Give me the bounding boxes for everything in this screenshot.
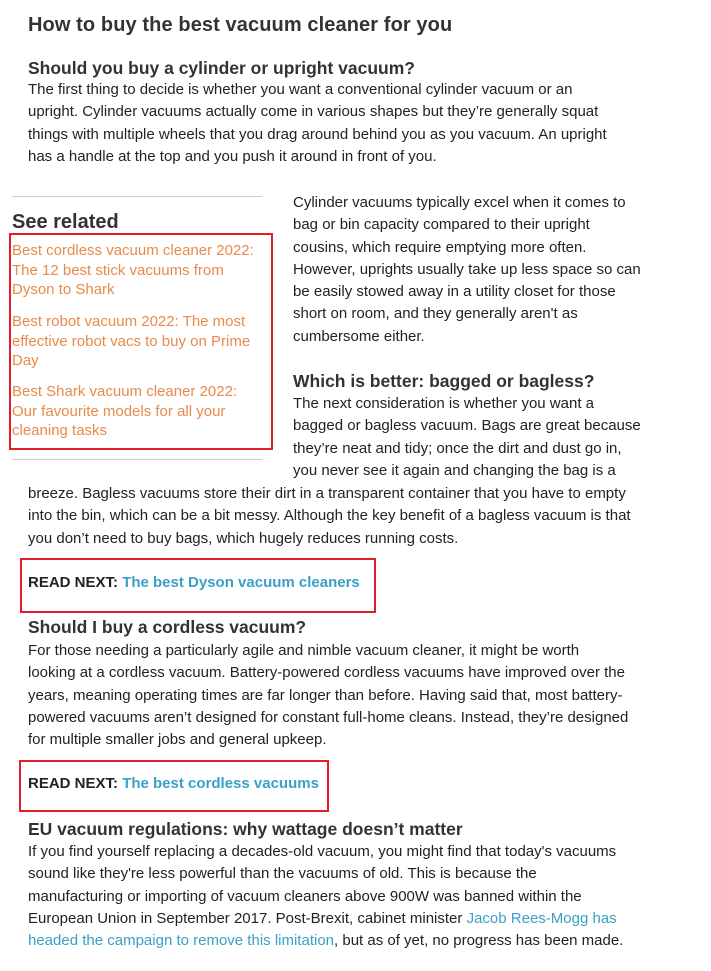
- rees-mogg-link[interactable]: Jacob Rees-Mogg has: [466, 909, 617, 927]
- paragraph-cordless: For those needing a particularly agile and nimble vacuum cleaner, it might be worth looking at a cordless vacuum. Battery-powered cordless vacuums have improved over the years, meaning operating times are far longer than before. Having said that, most battery- powered vacuums aren’t designed for constant full-home cleans. Instead, they’re designed for multiple smaller jobs and general upkeep.: [28, 642, 629, 749]
- read-next-link-cordless[interactable]: The best cordless vacuums: [122, 775, 319, 792]
- section-heading-bagged: Which is better: bagged or bagless?: [293, 371, 595, 391]
- campaign-link[interactable]: headed the campaign to remove this limitation: [28, 932, 335, 950]
- read-next-dyson: [28, 574, 360, 591]
- section-heading-cordless: Should I buy a cordless vacuum?: [28, 617, 307, 637]
- section-heading-cylinder-upright: Should you buy a cylinder or upright vacuum?: [28, 58, 415, 78]
- read-next-label: READ NEXT:: [28, 574, 119, 591]
- see-related-title: See related: [12, 211, 119, 233]
- read-next-link-dyson[interactable]: The best Dyson vacuum cleaners: [122, 574, 360, 591]
- paragraph-cylinder-upright: The first thing to decide is whether you want a conventional cylinder vacuum or an upright. Cylinder vacuums actually come in various shapes but they’re generally squat things with multiple wheels that you drag around behind you as you vacuum. An upright has a handle at the top and you push it around in front of you.: [28, 81, 607, 165]
- paragraph-eu: If you find yourself replacing a decades-old vacuum, you might find that today's vacuums sound like they're less powerful than the vacuums of old. This is because the manufacturing or importing of vacuum cleaners above 900W was banned within the European Union in September 2017. Post-Brexit, cabinet minister Jacob Rees-Mogg has headed the campaign to remove this limitation, but as of yet, no progress has been made.: [28, 843, 624, 950]
- related-link-shark[interactable]: Best Shark vacuum cleaner 2022: Our favourite models for all your cleaning tasks: [12, 383, 238, 439]
- related-divider-top: [12, 196, 262, 197]
- paragraph-cylinder-capacity: Cylinder vacuums typically excel when it comes to bag or bin capacity compared to their upright cousins, which require emptying more often. However, uprights usually take up less space so can be easily stowed away in a utility closet for those short on room, and they generally aren't as cumbersome either.: [293, 194, 641, 345]
- related-divider-bottom: [12, 459, 262, 460]
- related-link-cordless[interactable]: Best cordless vacuum cleaner 2022: The 12 best stick vacuums from Dyson to Shark: [12, 242, 254, 298]
- read-next-cordless: [28, 775, 319, 792]
- related-link-robot[interactable]: Best robot vacuum 2022: The most effective robot vacs to buy on Prime Day: [12, 313, 251, 369]
- paragraph-bagged-narrow: The next consideration is whether you want a bagged or bagless vacuum. Bags are great because they’re neat and tidy; once the dirt and dust go in, you never see it again and changing the bag is a: [293, 395, 641, 479]
- page-title: How to buy the best vacuum cleaner for you: [28, 14, 453, 36]
- section-heading-eu: EU vacuum regulations: why wattage doesn’t matter: [28, 819, 463, 839]
- paragraph-bagged-wide: breeze. Bagless vacuums store their dirt in a transparent container that you have to empty into the bin, which can be a bit messy. Although the key benefit of a bagless vacuum is that you don’t need to buy bags, which hugely reduces running costs.: [28, 485, 631, 547]
- read-next-label-2: READ NEXT:: [28, 775, 119, 792]
